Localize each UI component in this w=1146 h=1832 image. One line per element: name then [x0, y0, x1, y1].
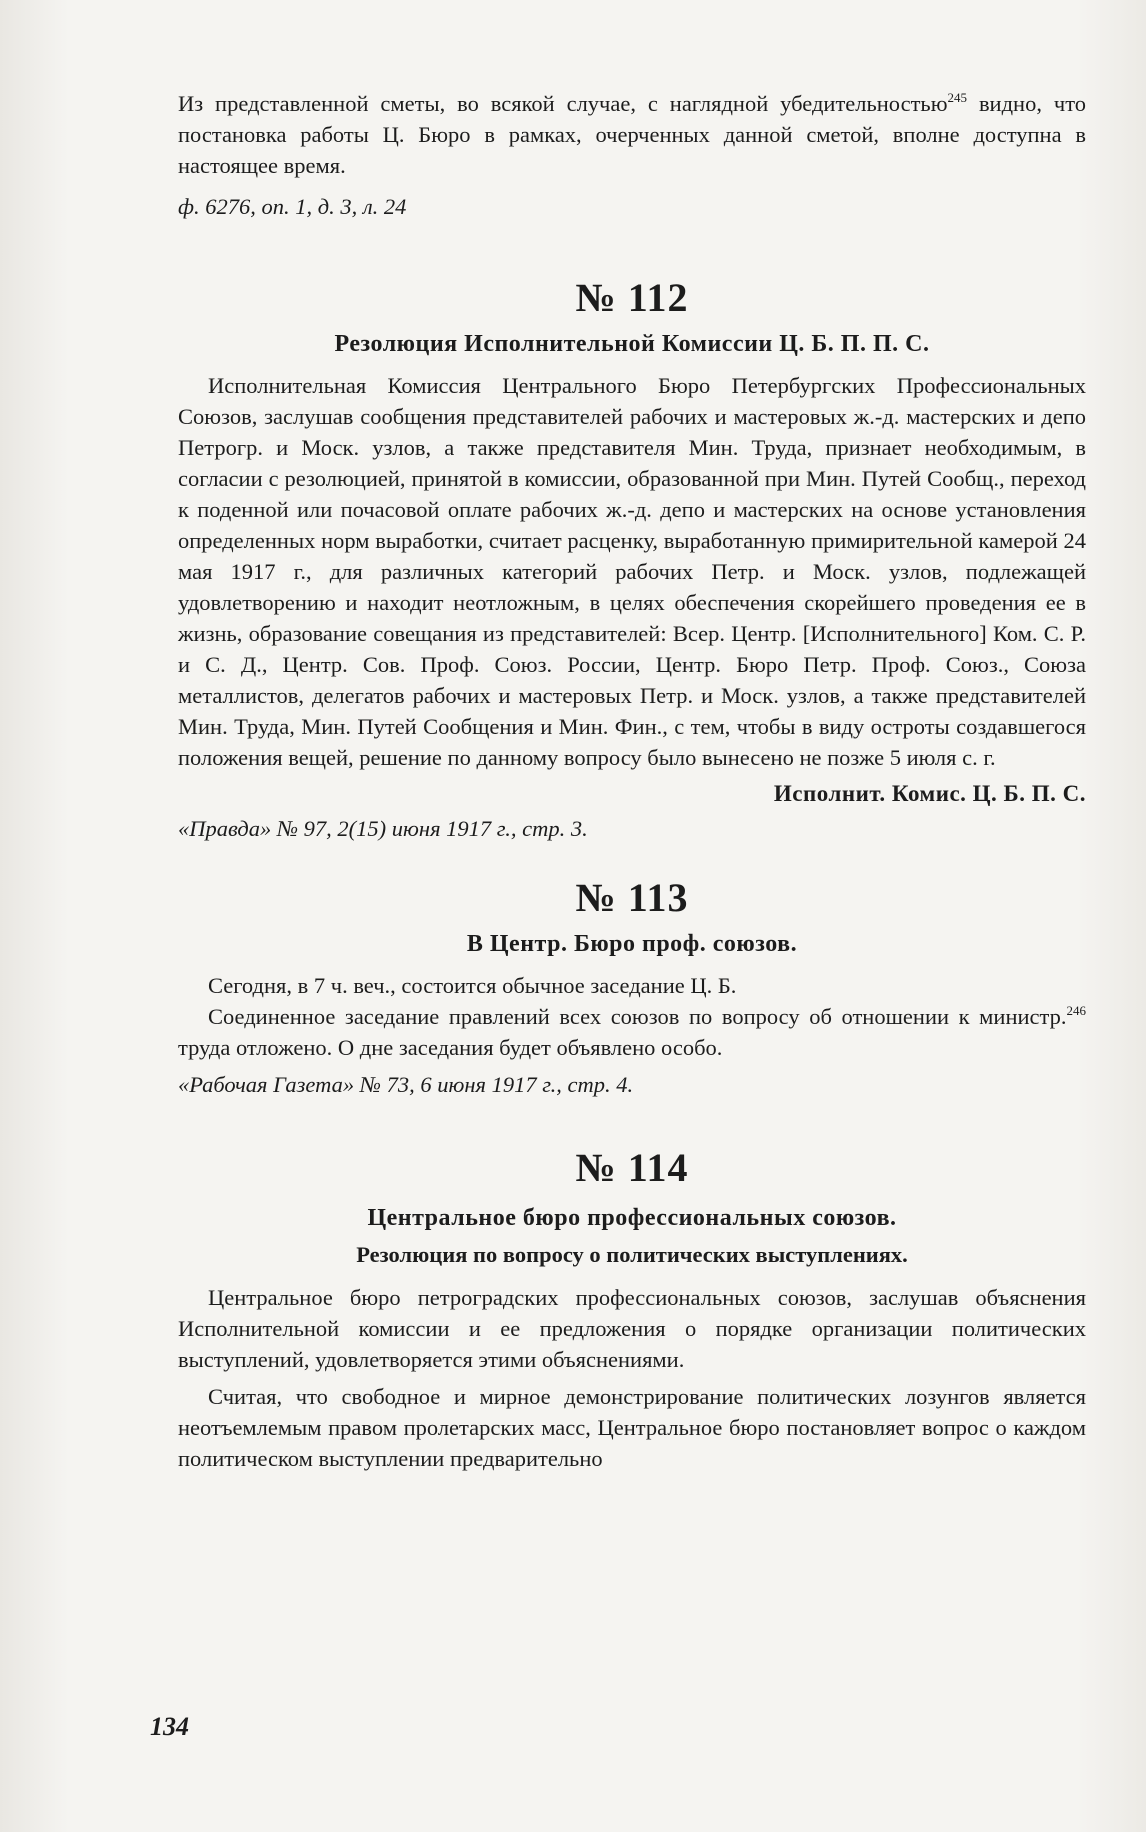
document-body-114-para1: Центральное бюро петроградских профессиональных союзов, заслушав объяснения Исполнительной комиссии и ее предложения о порядке организации политических выступлений, удовлетворяется этими объяснениями. — [178, 1285, 1086, 1372]
footnote-ref[interactable]: 246 — [1066, 1003, 1086, 1018]
signature-112: Исполнит. Комис. Ц. Б. П. С. — [773, 781, 1086, 806]
page-number: 134 — [150, 1712, 189, 1741]
document-title-114: Центральное бюро профессиональных союзов. — [367, 1205, 897, 1231]
source-113: «Рабочая Газета» № 73, 6 июня 1917 г., стр. 4. — [178, 1072, 634, 1097]
archive-source: ф. 6276, оп. 1, д. 3, л. 24 — [178, 194, 407, 219]
document-body-113-para2: Соединенное заседание правлений всех союзов по вопросу об отношении к министр.$^{246}$ труда отложено. О дне заседания будет объявлено особо. — [178, 1003, 1086, 1060]
document-body-113-para1: Сегодня, в 7 ч. веч., состоится обычное заседание Ц. Б. — [208, 973, 737, 998]
document-title-113: В Центр. Бюро проф. союзов. — [466, 931, 798, 957]
document-subtitle-114: Резолюция по вопросу о политических выступлениях. — [356, 1242, 908, 1267]
document-title-112: Резолюция Исполнительной Комиссии Ц. Б. П. П. С. — [334, 331, 930, 357]
footnote-ref[interactable]: 245 — [947, 90, 968, 105]
text-column — [178, 88, 1086, 1474]
source-112: «Правда» № 97, 2(15) июня 1917 г., стр. 3. — [178, 816, 588, 841]
paragraph-continued: Из представленной сметы, во всякой случае, с наглядной убедительностью$^{245}$ видно, что постановка работы Ц. Бюро в рамках, очерченных данной сметой, вполне доступна в настоящее время. — [178, 90, 1086, 178]
document-number-114: № 114 — [575, 1145, 689, 1190]
document-body-112: Исполнительная Комиссия Центрального Бюро Петербургских Профессиональных Союзов, заслушав сообщения представителей рабочих и мастеровых ж.-д. мастерских и депо Петрогр. и Моск. узлов, а также представителя Мин. Труда, признает необходимым, в согласии с резолюцией, принятой в комиссии, образованной при Мин. Путей Сообщ., переход к поденной или почасовой оплате рабочих ж.-д. депо и мастерских на основе установления определенных норм выработки, считает расценку, выработанную примирительной камерой 24 мая 1917 г., для различных категорий рабочих Петр. и Моск. узлов, подлежащей удовлетворению и находит неотложным, в целях обеспечения скорейшего проведения ее в жизнь, образование совещания из представителей: Всер. Центр. [Исполнительного] Ком. С. Р. и С. Д., Центр. Сов. Проф. Союз. России, Центр. Бюро Петр. Проф. Союз., Союза металлистов, делегатов рабочих и мастеровых Петр. и Моск. узлов, а также представителей Мин. Труда, Мин. Путей Сообщения и Мин. Фин., с тем, чтобы в виду остроты создавшегося положения вещей, решение по данному вопросу было вынесено не позже 5 июля с. г. — [178, 373, 1086, 770]
document-body-114-para2: Считая, что свободное и мирное демонстрирование политических лозунгов является неотъемлемым правом пролетарских масс, Центральное бюро постановляет вопрос о каждом политическом выступлении предварительно — [178, 1384, 1086, 1471]
document-number-113: № 113 — [575, 875, 689, 920]
document-number-112: № 112 — [575, 275, 689, 320]
